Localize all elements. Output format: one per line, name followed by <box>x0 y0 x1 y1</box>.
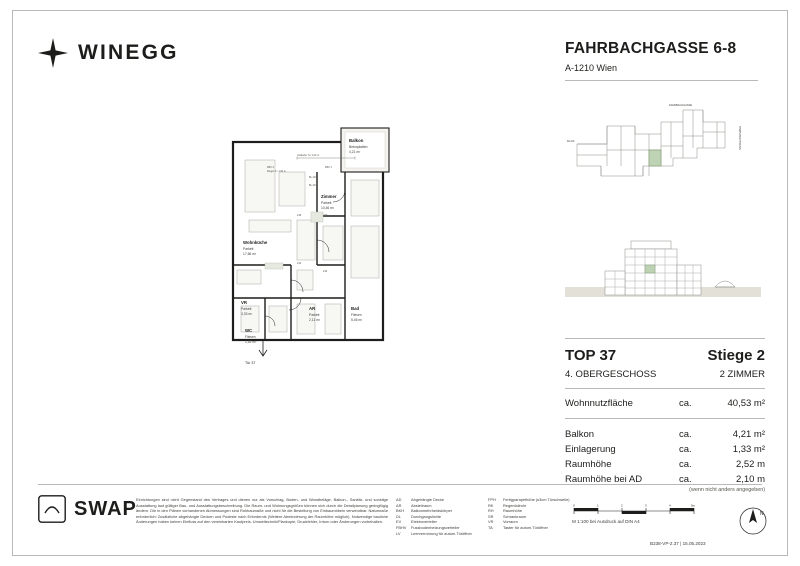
svg-text:Geländer h= 1,00 m: Geländer h= 1,00 m <box>297 154 320 157</box>
legal-disclaimer: Einrichtungen sind nicht Gegenstand des Vertrages und dienen nur als Vorschlag, Boden- und Wandbeläge, Balkon-, Sanitär- und sonstige Ausstattung laut gültiger Bau- und Ausstattungsbeschreibung. Die Raum- und Wohnungsgrößen können sich durch die Detailplanung geringfügig ändern. Die in den Plänen vorhandenen Abmessungen sind Rohbaumaße und nicht für die Bestellung von Einbaumöbeln verwendbar. Naturmaße erforderlich! Zusätzliche abgehängte Decken und Podeste nach Erfordernis (Weitere Abminderung der Raumhöhe möglich). Notwendige bauliche Änderungen haben keinen Einfluss auf den vereinbarten Kaufpreis. Umweltechnik/Plankopie, Druckfehler, Irrtum oder Änderungen vorbehalten. <box>136 497 388 525</box>
detail-label: Raumhöhe bei AD <box>565 474 643 485</box>
list-item <box>565 442 765 457</box>
project-header <box>565 40 765 81</box>
svg-text:VR: VR <box>241 300 247 305</box>
abbr-value: Leerverrohrung für autom.Türöffner <box>411 530 472 536</box>
abbr-key: TA <box>488 524 493 530</box>
living-area-value: 40,53 m² <box>727 398 765 409</box>
abbr-key: FBHV <box>396 524 407 530</box>
abbr-value: Raumhöhe <box>503 508 523 514</box>
svg-text:Wohnküche: Wohnküche <box>243 240 268 245</box>
svg-text:Fliesen: Fliesen <box>245 335 256 339</box>
abbr-value: Elektroverteiler <box>411 519 437 525</box>
abbr-value: Abgehängte Decke <box>411 497 445 502</box>
detail-ca: ca. <box>679 429 692 440</box>
svg-text:Parkett: Parkett <box>243 247 254 251</box>
detail-label: Einlagerung <box>565 444 616 455</box>
brand-logo <box>38 38 179 68</box>
living-area-ca: ca. <box>679 398 692 409</box>
scale-caption: M 1:100 bei Ausdruck auf DIN A4 <box>572 519 640 524</box>
svg-text:Balkon: Balkon <box>349 138 364 143</box>
abbr-key: BKH <box>396 508 404 514</box>
list-item <box>488 525 588 531</box>
svg-text:Ro-Str.: Ro-Str. <box>567 140 576 143</box>
scale-bar <box>572 503 702 524</box>
svg-text:Bad: Bad <box>351 306 360 311</box>
svg-text:210: 210 <box>297 262 302 265</box>
abbr-key: LV <box>396 530 401 536</box>
swap-logo <box>38 495 137 523</box>
svg-text:10,46 m²: 10,46 m² <box>321 206 335 210</box>
svg-text:Zimmer: Zimmer <box>321 194 337 199</box>
abbr-key: VR <box>488 519 494 525</box>
abbr-key: FPH <box>488 497 496 502</box>
svg-text:5,45 m²: 5,45 m² <box>351 318 363 322</box>
unit-rooms: 2 ZIMMER <box>719 369 765 380</box>
abbr-key: SR <box>488 513 494 519</box>
svg-text:1,52 m²: 1,52 m² <box>245 340 257 344</box>
abbr-value: Vorraum <box>503 519 518 525</box>
header-divider <box>565 80 758 81</box>
abbr-value: Schrankraum <box>503 513 527 519</box>
svg-text:FBK 2: FBK 2 <box>267 166 274 169</box>
swap-name: SWAP <box>74 497 137 520</box>
site-keyplan <box>565 92 761 192</box>
svg-text:219: 219 <box>323 214 328 217</box>
floor-plan <box>205 120 435 370</box>
building-elevation <box>565 225 761 325</box>
svg-text:Riegel h= 1,92 m: Riegel h= 1,92 m <box>267 170 286 173</box>
detail-value: 1,33 m² <box>732 444 765 455</box>
detail-ca: ca. <box>679 444 692 455</box>
unit-stiege: Stiege 2 <box>707 347 765 364</box>
abbr-value: Taster für autom.Türöffner <box>503 524 548 530</box>
svg-text:5m: 5m <box>691 503 696 508</box>
svg-text:BL 218: BL 218 <box>309 176 317 179</box>
plan-code: B238-VP-2.37 | 15.05.2023 <box>650 541 706 546</box>
north-arrow <box>735 503 771 539</box>
svg-text:3,33 m²: 3,33 m² <box>241 312 253 316</box>
svg-text:Parkett: Parkett <box>241 307 252 311</box>
abbr-key: AD <box>396 497 402 502</box>
svg-text:SACKGASSENWEG: SACKGASSENWEG <box>739 125 742 150</box>
abbreviation-list-1 <box>396 497 486 536</box>
unit-top-row <box>565 339 765 368</box>
svg-text:WC: WC <box>245 328 253 333</box>
svg-text:1: 1 <box>597 503 599 508</box>
svg-text:17,66 m²: 17,66 m² <box>243 252 257 256</box>
svg-text:218: 218 <box>297 214 302 217</box>
unit-top-label: TOP 37 <box>565 347 617 364</box>
abbr-value: Durchgangslichte <box>411 513 442 519</box>
door-label: Tür 37 <box>245 361 256 365</box>
svg-text:Parkett: Parkett <box>309 313 320 317</box>
abbr-key: RK <box>488 502 494 508</box>
list-item <box>396 531 486 537</box>
abbr-value: Fussbodenheizungsverteiler <box>411 524 460 530</box>
svg-text:AR: AR <box>309 306 316 311</box>
detail-label: Raumhöhe <box>565 459 612 470</box>
swap-mark-icon <box>38 495 66 523</box>
svg-text:3: 3 <box>645 503 647 508</box>
abbr-value: Fertigparapethöhe (s3cm Türschwelle) <box>503 497 570 502</box>
svg-text:4: 4 <box>669 503 671 508</box>
keyplan-label-top: FAHRBACHGASSE <box>669 104 693 107</box>
project-title: FAHRBACHGASSE 6-8 <box>565 40 737 57</box>
svg-text:N: N <box>760 511 764 517</box>
detail-value: 2,10 m <box>735 474 765 485</box>
abbr-value: Balkonmehrheidskörper <box>411 508 453 514</box>
svg-text:Betonplatten: Betonplatten <box>349 145 368 149</box>
abbr-key: DL <box>396 513 401 519</box>
svg-text:2: 2 <box>621 503 623 508</box>
detail-ca: ca. <box>679 474 692 485</box>
list-item <box>565 457 765 472</box>
detail-label: Balkon <box>565 429 595 440</box>
svg-text:FBK 1: FBK 1 <box>325 166 332 169</box>
unit-info-block <box>565 338 765 495</box>
living-area-label: Wohnnutzfläche <box>565 398 633 409</box>
svg-text:Parkett: Parkett <box>321 201 332 205</box>
brand-name: WINEGG <box>78 41 179 64</box>
living-area-row <box>565 389 765 418</box>
area-footnote: (wenn nicht anders angegeben) <box>689 487 765 493</box>
footer-divider <box>38 484 762 485</box>
project-address: A-1210 Wien <box>565 63 618 73</box>
svg-text:0: 0 <box>573 503 575 508</box>
abbr-key: EV <box>396 519 402 525</box>
svg-text:4,21 m²: 4,21 m² <box>349 150 361 154</box>
four-point-star-icon <box>38 38 68 68</box>
list-item <box>565 427 765 442</box>
detail-ca: ca. <box>679 459 692 470</box>
svg-text:2,11 m²: 2,11 m² <box>309 318 320 322</box>
svg-text:Fliesen: Fliesen <box>351 313 362 317</box>
svg-text:BL 219: BL 219 <box>309 184 317 187</box>
unit-floor: 4. OBERGESCHOSS <box>565 369 657 380</box>
detail-value: 2,52 m <box>735 459 765 470</box>
unit-floor-row <box>565 368 765 388</box>
abbr-value: Abstellraum <box>411 502 432 508</box>
abbr-key: AR <box>396 502 402 508</box>
abbr-key: RH <box>488 508 494 514</box>
detail-value: 4,21 m² <box>732 429 765 440</box>
abbr-value: Regenfallrohr <box>503 502 527 508</box>
svg-text:210: 210 <box>323 270 328 273</box>
